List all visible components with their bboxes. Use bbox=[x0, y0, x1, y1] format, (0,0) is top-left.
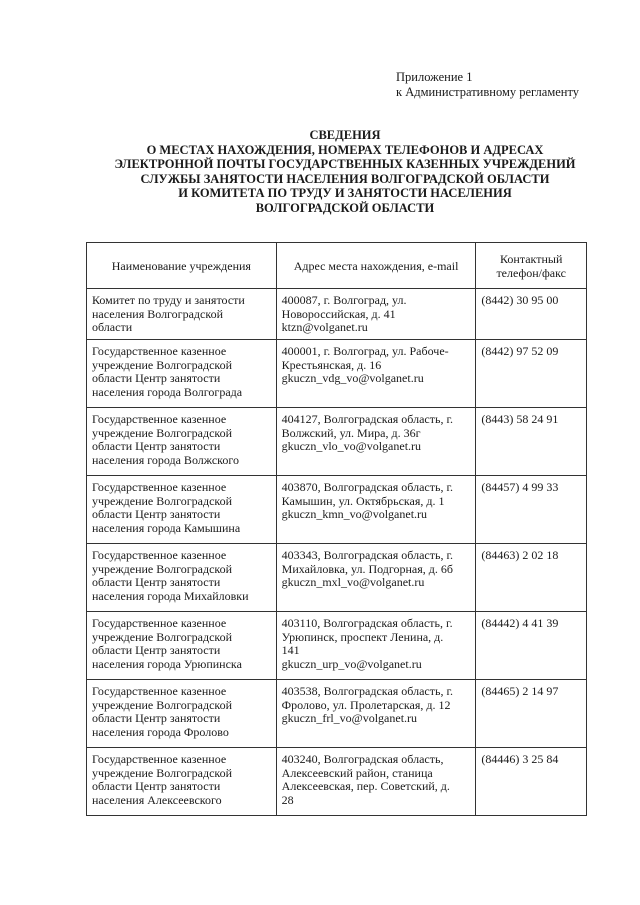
cell-address bbox=[276, 475, 476, 543]
cell-institution-name-line: области Центр занятости bbox=[92, 371, 221, 386]
cell-institution-name-line: учреждение Волгоградской bbox=[92, 357, 233, 372]
table-row bbox=[87, 475, 587, 543]
title-line: ЭЛЕКТРОННОЙ ПОЧТЫ ГОСУДАРСТВЕННЫХ КАЗЕННЫХ УЧРЕЖДЕНИЙ bbox=[114, 157, 576, 171]
cell-phone: (84463) 2 02 18 bbox=[476, 543, 587, 611]
cell-address bbox=[276, 543, 476, 611]
cell-phone: (8442) 97 52 09 bbox=[476, 339, 587, 407]
cell-institution-name-line: Комитет по труду и занятости bbox=[92, 293, 245, 308]
cell-institution-name-line: Государственное казенное bbox=[92, 479, 227, 494]
title-line: ВОЛГОГРАДСКОЙ ОБЛАСТИ bbox=[255, 200, 435, 215]
document-title bbox=[40, 128, 640, 215]
annex-caption bbox=[396, 70, 579, 100]
cell-phone: (84446) 3 25 84 bbox=[476, 747, 587, 815]
cell-institution-name bbox=[87, 543, 277, 611]
cell-institution-name bbox=[87, 475, 277, 543]
cell-address-line: gkuczn_vlo_vo@volganet.ru bbox=[281, 439, 422, 454]
cell-address bbox=[276, 747, 476, 815]
cell-phone: (8443) 58 24 91 bbox=[476, 407, 587, 475]
cell-address-line: 28 bbox=[281, 792, 294, 807]
annex-line-2: к Административному регламенту bbox=[396, 85, 580, 99]
cell-institution-name bbox=[87, 679, 277, 747]
cell-institution-name bbox=[87, 747, 277, 815]
header-name: Наименование учреждения bbox=[87, 243, 277, 289]
cell-institution-name bbox=[87, 339, 277, 407]
cell-institution-name-line: области Центр занятости bbox=[92, 643, 221, 658]
cell-address-line: 403538, Волгоградская область, г. bbox=[281, 683, 454, 698]
cell-address-line: Алексеевская, пер. Советский, д. bbox=[281, 779, 450, 794]
cell-address-line: gkuczn_kmn_vo@volganet.ru bbox=[281, 507, 428, 522]
cell-institution-name bbox=[87, 611, 277, 679]
cell-institution-name bbox=[87, 407, 277, 475]
cell-institution-name bbox=[87, 289, 277, 340]
cell-institution-name-line: Государственное казенное bbox=[92, 547, 227, 562]
cell-institution-name-line: населения города Урюпинска bbox=[92, 656, 242, 671]
cell-institution-name-line: области Центр занятости bbox=[92, 575, 221, 590]
cell-institution-name-line: населения города Волжского bbox=[92, 452, 240, 467]
cell-address-line: Крестьянская, д. 16 bbox=[281, 357, 382, 372]
cell-institution-name-line: области bbox=[92, 320, 133, 335]
cell-address-line: Волжский, ул. Мира, д. 36г bbox=[281, 425, 421, 440]
cell-institution-name-line: учреждение Волгоградской bbox=[92, 697, 233, 712]
institutions-table bbox=[86, 242, 587, 816]
table-header-row bbox=[87, 243, 587, 289]
table-row bbox=[87, 289, 587, 340]
cell-phone: (84442) 4 41 39 bbox=[476, 611, 587, 679]
cell-address bbox=[276, 289, 476, 340]
cell-institution-name-line: учреждение Волгоградской bbox=[92, 561, 233, 576]
cell-institution-name-line: учреждение Волгоградской bbox=[92, 629, 233, 644]
cell-address-line: 141 bbox=[281, 643, 300, 658]
cell-institution-name-line: Государственное казенное bbox=[92, 343, 227, 358]
cell-address-line: Фролово, ул. Пролетарская, д. 12 bbox=[281, 697, 451, 712]
cell-address bbox=[276, 679, 476, 747]
cell-institution-name-line: населения Волгоградской bbox=[92, 306, 224, 321]
cell-institution-name-line: учреждение Волгоградской bbox=[92, 493, 233, 508]
table-row bbox=[87, 679, 587, 747]
cell-address-line: Алексеевский район, станица bbox=[281, 765, 433, 780]
cell-phone: (84457) 4 99 33 bbox=[476, 475, 587, 543]
cell-institution-name-line: области Центр занятости bbox=[92, 711, 221, 726]
cell-address-line: gkuczn_frl_vo@volganet.ru bbox=[281, 711, 418, 726]
header-address: Адрес места нахождения, e-mail bbox=[276, 243, 476, 289]
cell-institution-name-line: населения Алексеевского bbox=[92, 792, 222, 807]
cell-institution-name-line: учреждение Волгоградской bbox=[92, 765, 233, 780]
cell-address-line: 403870, Волгоградская область, г. bbox=[281, 479, 454, 494]
cell-address bbox=[276, 339, 476, 407]
cell-address-line: 403343, Волгоградская область, г. bbox=[281, 547, 454, 562]
table-row bbox=[87, 747, 587, 815]
cell-address-line: gkuczn_vdg_vo@volganet.ru bbox=[281, 371, 424, 386]
title-line: О МЕСТАХ НАХОЖДЕНИЯ, НОМЕРАХ ТЕЛЕФОНОВ И АДРЕСАХ bbox=[146, 142, 544, 157]
cell-address-line: 403240, Волгоградская область, bbox=[281, 751, 444, 766]
table-row bbox=[87, 339, 587, 407]
table-row bbox=[87, 543, 587, 611]
cell-institution-name-line: области Центр занятости bbox=[92, 779, 221, 794]
table-row bbox=[87, 611, 587, 679]
cell-address bbox=[276, 407, 476, 475]
cell-institution-name-line: Государственное казенное bbox=[92, 411, 227, 426]
cell-institution-name-line: населения города Камышина bbox=[92, 520, 241, 535]
cell-institution-name-line: Государственное казенное bbox=[92, 751, 227, 766]
cell-address-line: Камышин, ул. Октябрьская, д. 1 bbox=[281, 493, 445, 508]
title-line: СВЕДЕНИЯ bbox=[309, 128, 381, 142]
cell-institution-name-line: учреждение Волгоградской bbox=[92, 425, 233, 440]
cell-address-line: 403110, Волгоградская область, г. bbox=[281, 615, 453, 630]
cell-address-line: ktzn@volganet.ru bbox=[281, 320, 368, 335]
header-phone bbox=[476, 243, 587, 289]
header-phone-line: телефон/факс bbox=[496, 265, 566, 280]
cell-phone: (84465) 2 14 97 bbox=[476, 679, 587, 747]
title-line: СЛУЖБЫ ЗАНЯТОСТИ НАСЕЛЕНИЯ ВОЛГОГРАДСКОЙ ОБЛАСТИ bbox=[140, 171, 550, 186]
cell-address-line: 404127, Волгоградская область, г. bbox=[281, 411, 454, 426]
cell-institution-name-line: Государственное казенное bbox=[92, 683, 227, 698]
cell-institution-name-line: населения города Михайловки bbox=[92, 588, 249, 603]
cell-address-line: gkuczn_mxl_vo@volganet.ru bbox=[281, 575, 425, 590]
cell-address bbox=[276, 611, 476, 679]
annex-line-1: Приложение 1 bbox=[396, 70, 473, 84]
cell-phone: (8442) 30 95 00 bbox=[476, 289, 587, 340]
cell-address-line: 400087, г. Волгоград, ул. bbox=[281, 293, 407, 308]
cell-address-line: gkuczn_urp_vo@volganet.ru bbox=[281, 656, 422, 671]
header-phone-line: Контактный bbox=[500, 252, 563, 266]
cell-address-line: Новороссийская, д. 41 bbox=[281, 306, 396, 321]
cell-institution-name-line: Государственное казенное bbox=[92, 615, 227, 630]
table-row bbox=[87, 407, 587, 475]
cell-address-line: Урюпинск, проспект Ленина, д. bbox=[281, 629, 444, 644]
cell-institution-name-line: населения города Фролово bbox=[92, 724, 229, 739]
cell-address-line: Михайловка, ул. Подгорная, д. 6б bbox=[281, 561, 453, 576]
title-line: И КОМИТЕТА ПО ТРУДУ И ЗАНЯТОСТИ НАСЕЛЕНИЯ bbox=[178, 186, 512, 200]
cell-address-line: 400001, г. Волгоград, ул. Рабоче- bbox=[281, 343, 449, 358]
cell-institution-name-line: населения города Волгограда bbox=[92, 384, 243, 399]
cell-institution-name-line: области Центр занятости bbox=[92, 439, 221, 454]
cell-institution-name-line: области Центр занятости bbox=[92, 507, 221, 522]
